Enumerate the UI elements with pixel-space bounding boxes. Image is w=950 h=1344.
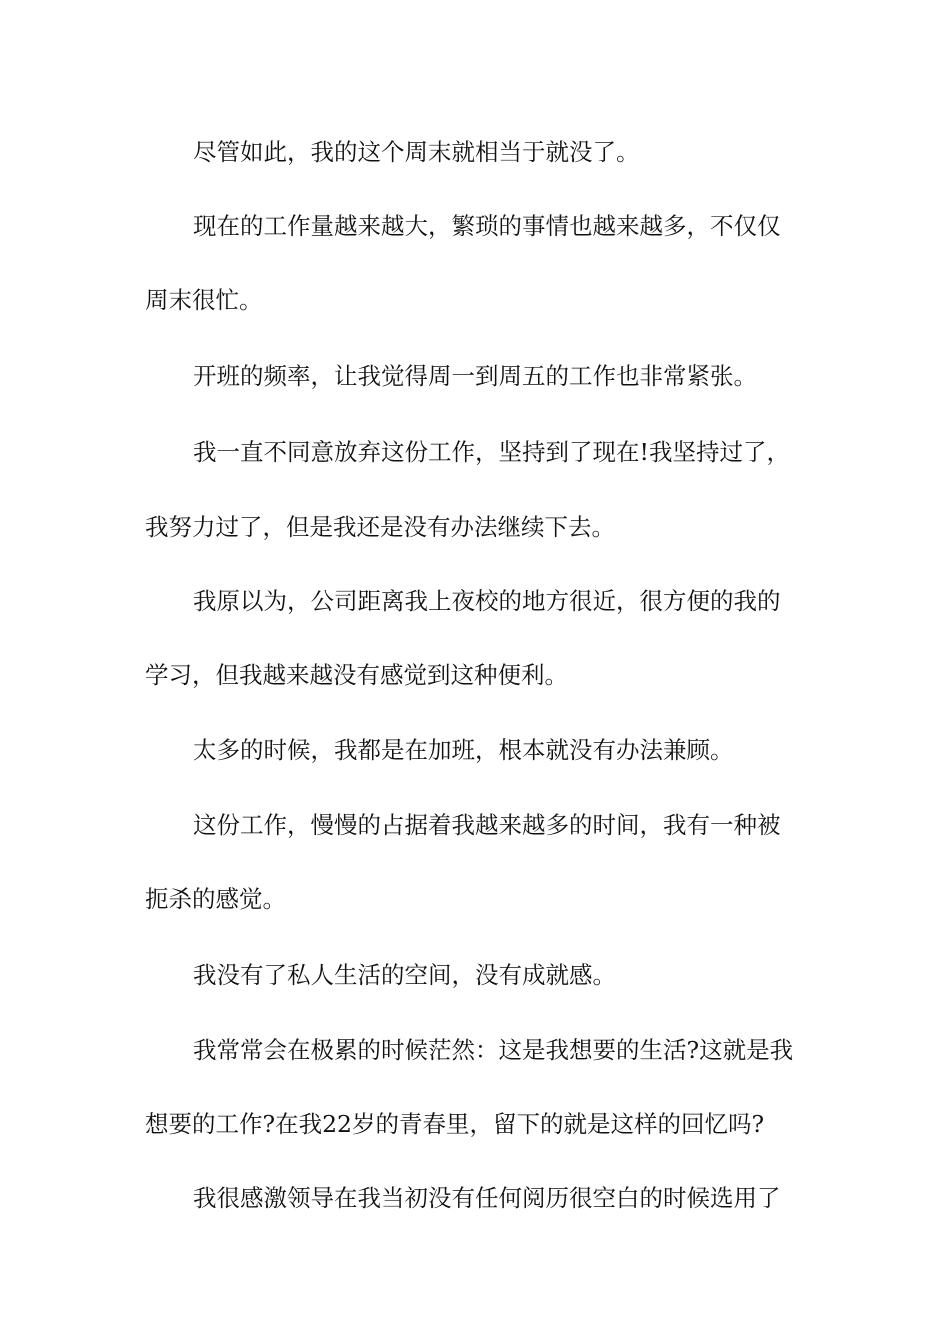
paragraph-4-line-1: 我一直不同意放弃这份工作，坚持到了现在!我坚持过了， [193,438,790,466]
paragraph-1-line-1: 尽管如此，我的这个周末就相当于就没了。 [193,138,640,166]
paragraph-6-line-1: 太多的时候，我都是在加班，根本就没有办法兼顾。 [193,736,734,764]
paragraph-2-line-1: 现在的工作量越来越大，繁琐的事情也越来越多，不仅仅 [193,212,781,240]
paragraph-7-line-1: 这份工作，慢慢的占据着我越来越多的时间，我有一种被 [193,811,781,839]
paragraph-3-line-1: 开班的频率，让我觉得周一到周五的工作也非常紧张。 [193,362,757,390]
paragraph-9-line-1: 我常常会在极累的时候茫然：这是我想要的生活?这就是我 [193,1036,794,1064]
paragraph-5-line-1: 我原以为，公司距离我上夜校的地方很近，很方便的我的 [193,587,781,615]
paragraph-7-line-2: 扼杀的感觉。 [145,885,286,913]
paragraph-5-line-2: 学习，但我越来越没有感觉到这种便利。 [145,661,568,689]
paragraph-8-line-1: 我没有了私人生活的空间，没有成就感。 [193,961,616,989]
paragraph-10-line-1: 我很感激领导在我当初没有任何阅历很空白的时候选用了 [193,1184,781,1212]
paragraph-4-line-2: 我努力过了，但是我还是没有办法继续下去。 [145,513,615,541]
paragraph-9-line-2: 想要的工作?在我22岁的青春里，留下的就是这样的回忆吗? [145,1110,765,1138]
paragraph-2-line-2: 周末很忙。 [145,286,263,314]
